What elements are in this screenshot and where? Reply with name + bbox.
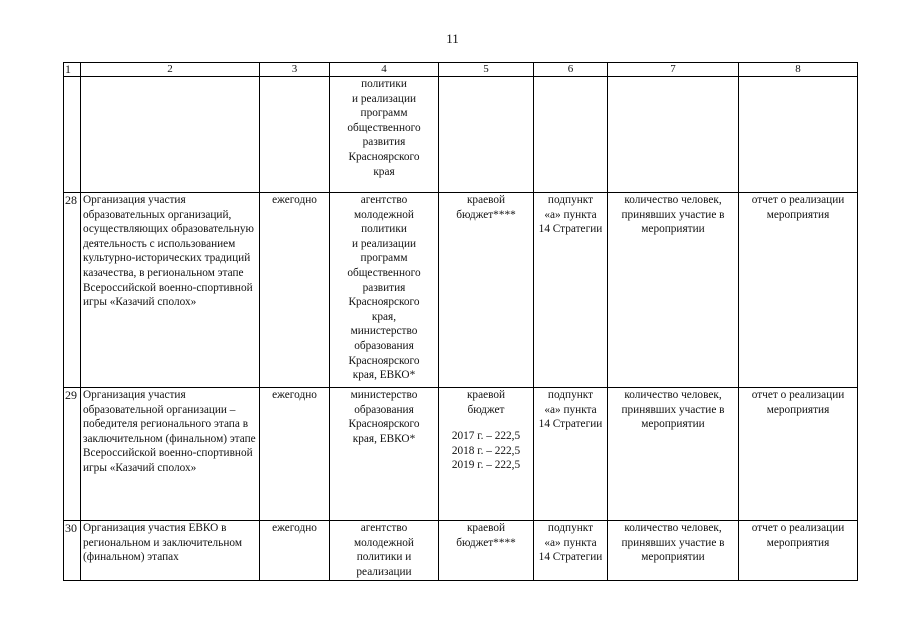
executor-text: политики и реализации программ общественного развития Красноярского края: [347, 78, 421, 178]
event-name: Организация участия ЕВКО в региональном и заключительном (финальном) этапах: [81, 521, 260, 581]
events-table: [63, 62, 858, 581]
period: ежегодно: [260, 521, 330, 581]
header-col-3: 3: [260, 63, 330, 77]
header-col-8: 8: [739, 63, 858, 77]
event-name: Организация участия образовательных организаций, осуществляющих образовательную деятельность с использованием культурно-исторических традиций казачества, в региональном этапе Всероссийской военно-спортивной игры «Казачий сполох»: [81, 193, 260, 388]
funding-source: краевой бюджет: [466, 389, 506, 416]
strategy-ref: подпункт «а» пункта 14 Стратегии: [538, 522, 603, 564]
result: отчет о реализации мероприятия: [739, 193, 858, 388]
table-row: [64, 193, 858, 388]
event-name: Организация участия образовательной организации – победителя регионального этапа в заключительном (финальном) этапе Всероссийской военно-спортивной игры «Казачий сполох»: [81, 388, 260, 521]
funding-source: краевой бюджет****: [456, 522, 516, 549]
table-row: [64, 388, 858, 521]
strategy-cell: [534, 388, 608, 521]
header-row: [64, 63, 858, 77]
row-number: 29: [64, 388, 81, 521]
executor-cell: [330, 388, 439, 521]
header-col-4: 4: [330, 63, 439, 77]
executor-cell: [330, 77, 439, 193]
indicator: количество человек, принявших участие в мероприятии: [608, 193, 739, 388]
spacer: [441, 417, 531, 429]
funding-cell: [439, 193, 534, 388]
funding-source: краевой бюджет****: [456, 194, 516, 221]
cell-empty: [439, 77, 534, 193]
executor-text: агентство молодежной политики и реализации программ общественного развития Красноярского края, министерство образования Красноярского края, ЕВКО*: [347, 194, 421, 382]
cell-empty: [608, 77, 739, 193]
executor-text: агентство молодежной политики и реализации: [354, 522, 414, 578]
funding-cell: [439, 388, 534, 521]
strategy-ref: подпункт «а» пункта 14 Стратегии: [538, 389, 603, 431]
table-row: [64, 521, 858, 581]
executor-cell: [330, 193, 439, 388]
header-col-7: 7: [608, 63, 739, 77]
result: отчет о реализации мероприятия: [739, 388, 858, 521]
header-col-5: 5: [439, 63, 534, 77]
cell-empty: [739, 77, 858, 193]
row-number: 30: [64, 521, 81, 581]
indicator: количество человек, принявших участие в мероприятии: [608, 521, 739, 581]
funding-cell: [439, 521, 534, 581]
cell-empty: [81, 77, 260, 193]
executor-text: министерство образования Красноярского края, ЕВКО*: [348, 389, 420, 445]
row-number: 28: [64, 193, 81, 388]
strategy-cell: [534, 521, 608, 581]
result: отчет о реализации мероприятия: [739, 521, 858, 581]
header-col-6: 6: [534, 63, 608, 77]
cell-empty: [260, 77, 330, 193]
period: ежегодно: [260, 388, 330, 521]
period: ежегодно: [260, 193, 330, 388]
strategy-cell: [534, 193, 608, 388]
continuation-row: [64, 77, 858, 193]
page-number: 11: [446, 31, 459, 46]
funding-years: 2017 г. – 222,5 2018 г. – 222,5 2019 г. – 222,5: [451, 430, 521, 472]
strategy-ref: подпункт «а» пункта 14 Стратегии: [538, 194, 603, 236]
header-col-1: 1: [64, 63, 81, 77]
indicator: количество человек, принявших участие в мероприятии: [608, 388, 739, 521]
cell-empty: [534, 77, 608, 193]
cell-empty: [64, 77, 81, 193]
executor-cell: [330, 521, 439, 581]
header-col-2: 2: [81, 63, 260, 77]
